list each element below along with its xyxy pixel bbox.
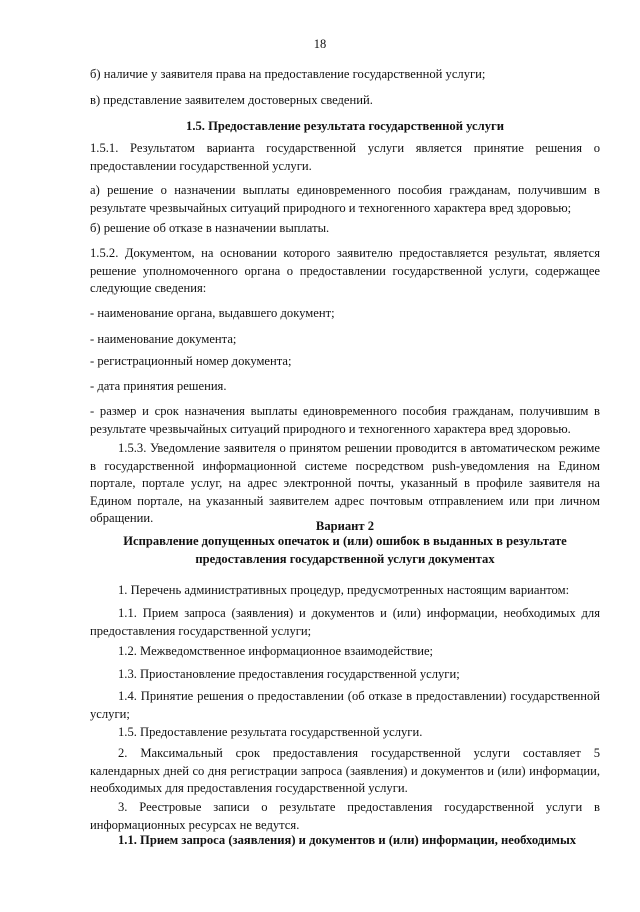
- heading-1-1: 1.1. Прием запроса (заявления) и документов и (или) информации, необходимых: [118, 833, 577, 847]
- paragraph-1-3: 1.3. Приостановление предоставления государственной услуги;: [118, 667, 460, 681]
- list-item: - регистрационный номер документа;: [90, 354, 292, 368]
- paragraph-a: а) решение о назначении выплаты единовременного пособия гражданам, получившим в результате чрезвычайных ситуаций природного и техногенного характера вред здоровью;: [90, 183, 600, 215]
- list-item: - размер и срок назначения выплаты единовременного пособия гражданам, получившим в результате чрезвычайных ситуаций природного и техногенного характера вред здоровью.: [90, 404, 600, 436]
- list-item: - дата принятия решения.: [90, 379, 227, 393]
- paragraph-b2: б) решение об отказе в назначении выплаты.: [90, 221, 330, 235]
- paragraph-3: 3. Реестровые записи о результате предоставления государственной услуги в информационных ресурсах не ведутся.: [90, 800, 600, 832]
- variant-title: Вариант 2: [315, 519, 375, 533]
- paragraph-1-2: 1.2. Межведомственное информационное взаимодействие;: [118, 644, 434, 658]
- page-number: 18: [313, 37, 327, 51]
- variant-subtitle: Исправление допущенных опечаток и (или) ошибок в выданных в результате предоставления государственной услуги документах: [123, 534, 567, 566]
- paragraph-1-5-3: 1.5.3. Уведомление заявителя о принятом решении проводится в автоматическом режиме в государственной информационной системе посредством push-уведомления на Едином портале, портале услуг, на адрес электронной почты, указанный в профиле заявителя на Едином портале, на указанный заявителем адрес почтовым отправлением или при личном обращении.: [90, 441, 600, 525]
- paragraph-1-5-1: 1.5.1. Результатом варианта государственной услуги является принятие решения о предоставлении государственной услуги.: [90, 141, 600, 173]
- paragraph-1-5: 1.5. Предоставление результата государственной услуги.: [118, 725, 423, 739]
- heading-1-5: 1.5. Предоставление результата государственной услуги: [186, 119, 504, 133]
- paragraph-v: в) представление заявителем достоверных сведений.: [90, 93, 373, 107]
- paragraph-2: 2. Максимальный срок предоставления государственной услуги составляет 5 календарных дней со дня регистрации запроса (заявления) и документов и (или) информации, необходимых для предоставления государственной услуги.: [90, 746, 600, 795]
- paragraph-1: 1. Перечень административных процедур, предусмотренных настоящим вариантом:: [118, 583, 570, 597]
- paragraph-b: б) наличие у заявителя права на предоставление государственной услуги;: [90, 67, 486, 81]
- list-item: - наименование органа, выдавшего документ;: [90, 306, 335, 320]
- paragraph-1-5-2: 1.5.2. Документом, на основании которого заявителю предоставляется результат, является решение уполномоченного органа о предоставлении государственной услуги, содержащее следующие сведения:: [90, 246, 600, 295]
- paragraph-1-4: 1.4. Принятие решения о предоставлении (об отказе в предоставлении) государственной услуги;: [90, 689, 600, 721]
- list-item: - наименование документа;: [90, 332, 237, 346]
- paragraph-1-1: 1.1. Прием запроса (заявления) и документов и (или) информации, необходимых для предоставления государственной услуги;: [90, 606, 600, 638]
